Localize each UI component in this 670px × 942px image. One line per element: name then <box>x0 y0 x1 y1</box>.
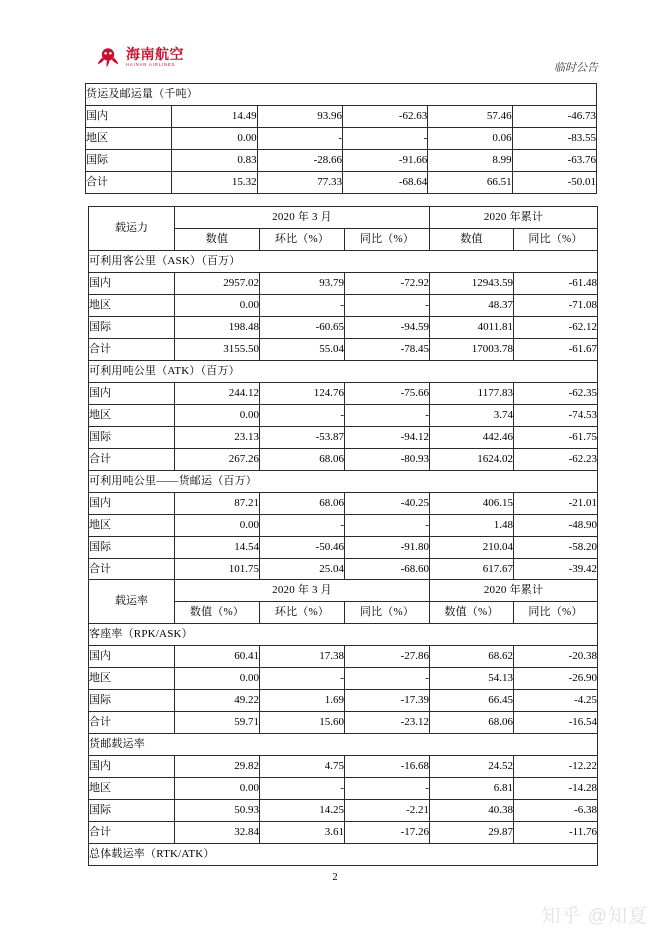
cell-value-3: 17003.78 <box>430 339 514 361</box>
section-title-row <box>89 844 598 866</box>
cell-value-4: -39.42 <box>514 559 598 581</box>
table-row <box>89 690 598 712</box>
cell-value-0: 101.75 <box>175 559 260 581</box>
header-stub-load-factor: 载运率 <box>89 580 175 624</box>
cell-value-3: 1.48 <box>430 515 514 537</box>
row-label: 地区 <box>86 128 172 150</box>
cell-value-3: 3.74 <box>430 405 514 427</box>
cell-value-0: 0.00 <box>172 128 257 150</box>
row-label: 国内 <box>89 646 175 668</box>
cell-value-4: -26.90 <box>514 668 598 690</box>
cell-value-4: -61.67 <box>514 339 598 361</box>
cell-value-1: 55.04 <box>260 339 345 361</box>
cell-value-3: 68.62 <box>430 646 514 668</box>
cell-value-0: 23.13 <box>175 427 260 449</box>
cell-value-2: -91.66 <box>342 150 427 172</box>
hainan-airlines-bird-logo <box>95 44 121 70</box>
cell-value-3: 617.67 <box>430 559 514 581</box>
page-number: 2 <box>332 872 338 883</box>
cell-value-3: 66.51 <box>428 172 512 194</box>
cell-value-3: 12943.59 <box>430 273 514 295</box>
table-row <box>89 339 598 361</box>
cell-value-1: 77.33 <box>257 172 342 194</box>
table-row <box>89 273 598 295</box>
cell-value-0: 2957.02 <box>175 273 260 295</box>
cell-value-3: 48.37 <box>430 295 514 317</box>
cell-value-4: -58.20 <box>514 537 598 559</box>
cell-value-2: - <box>345 668 430 690</box>
row-label: 合计 <box>89 449 175 471</box>
cell-value-1: -28.66 <box>257 150 342 172</box>
row-label: 国际 <box>89 317 175 339</box>
cell-value-1: 14.25 <box>260 800 345 822</box>
row-label: 国际 <box>89 537 175 559</box>
row-label: 合计 <box>86 172 172 194</box>
row-label: 合计 <box>89 822 175 844</box>
table-row <box>86 172 597 194</box>
row-label: 国际 <box>89 427 175 449</box>
table-row <box>89 668 598 690</box>
cell-value-1: -53.87 <box>260 427 345 449</box>
cell-value-4: -83.55 <box>512 128 596 150</box>
hainan-airlines-logo <box>95 44 184 70</box>
watermark: 知乎 @知夏 <box>541 906 648 927</box>
cell-value-2: -62.63 <box>342 106 427 128</box>
row-label: 国际 <box>89 800 175 822</box>
row-label: 国内 <box>89 493 175 515</box>
cell-value-0: 14.49 <box>172 106 257 128</box>
cell-value-0: 32.84 <box>175 822 260 844</box>
cell-value-4: -4.25 <box>514 690 598 712</box>
row-label: 地区 <box>89 778 175 800</box>
table-header-row-groups <box>89 207 598 229</box>
table-row <box>86 150 597 172</box>
column-header-3: 数值（%） <box>430 602 514 624</box>
cell-value-1: 25.04 <box>260 559 345 581</box>
cell-value-3: 1177.83 <box>430 383 514 405</box>
cell-value-3: 1624.02 <box>430 449 514 471</box>
cell-value-0: 267.26 <box>175 449 260 471</box>
cell-value-2: -75.66 <box>345 383 430 405</box>
cell-value-2: - <box>345 778 430 800</box>
cell-value-0: 3155.50 <box>175 339 260 361</box>
cell-value-0: 198.48 <box>175 317 260 339</box>
cell-value-1: - <box>260 515 345 537</box>
cell-value-3: 29.87 <box>430 822 514 844</box>
row-label: 国内 <box>89 273 175 295</box>
table-row <box>86 128 597 150</box>
cell-value-3: 442.46 <box>430 427 514 449</box>
cell-value-0: 0.00 <box>175 778 260 800</box>
cell-value-2: - <box>345 295 430 317</box>
table-row <box>89 559 598 581</box>
cell-value-4: -11.76 <box>514 822 598 844</box>
cell-value-2: -17.39 <box>345 690 430 712</box>
table-row <box>89 778 598 800</box>
cell-value-4: -50.01 <box>512 172 596 194</box>
cell-value-2: -17.26 <box>345 822 430 844</box>
row-label: 国内 <box>89 756 175 778</box>
section-title-row <box>89 251 598 273</box>
cell-value-3: 68.06 <box>430 712 514 734</box>
logo-text-en: HAINAN AIRLINES <box>126 61 176 67</box>
cell-value-4: -74.53 <box>514 405 598 427</box>
cell-value-3: 24.52 <box>430 756 514 778</box>
cell-value-4: -20.38 <box>514 646 598 668</box>
table-row <box>86 106 597 128</box>
cell-value-1: 124.76 <box>260 383 345 405</box>
cell-value-3: 8.99 <box>428 150 512 172</box>
cell-value-2: -68.64 <box>342 172 427 194</box>
cell-value-4: -48.90 <box>514 515 598 537</box>
cell-value-2: -68.60 <box>345 559 430 581</box>
column-header-0: 数值 <box>175 229 260 251</box>
table-header-row-groups <box>89 580 598 602</box>
cell-value-0: 87.21 <box>175 493 260 515</box>
section-title: 货运及邮运量（千吨） <box>86 84 597 106</box>
cell-value-2: -94.12 <box>345 427 430 449</box>
cell-value-2: -2.21 <box>345 800 430 822</box>
table-row <box>89 822 598 844</box>
table-capacity <box>88 206 598 581</box>
section-title: 客座率（RPK/ASK） <box>89 624 598 646</box>
table-cargo-and-mail-volume <box>85 83 597 194</box>
cell-value-0: 14.54 <box>175 537 260 559</box>
cell-value-2: -80.93 <box>345 449 430 471</box>
cell-value-2: -27.86 <box>345 646 430 668</box>
cell-value-3: 57.46 <box>428 106 512 128</box>
cell-value-1: - <box>260 405 345 427</box>
row-label: 合计 <box>89 559 175 581</box>
section-title-row <box>89 471 598 493</box>
table-row <box>89 712 598 734</box>
table-row <box>89 317 598 339</box>
cell-value-1: - <box>260 295 345 317</box>
section-title: 可利用吨公里——货邮运（百万） <box>89 471 598 493</box>
column-header-3: 数值 <box>430 229 514 251</box>
cell-value-1: -50.46 <box>260 537 345 559</box>
cell-value-4: -46.73 <box>512 106 596 128</box>
section-title: 可利用客公里（ASK）（百万） <box>89 251 598 273</box>
table-row <box>89 383 598 405</box>
table-row <box>89 449 598 471</box>
cell-value-0: 15.32 <box>172 172 257 194</box>
cell-value-3: 0.06 <box>428 128 512 150</box>
cell-value-4: -16.54 <box>514 712 598 734</box>
cell-value-1: - <box>260 778 345 800</box>
cell-value-1: 68.06 <box>260 493 345 515</box>
cell-value-4: -21.01 <box>514 493 598 515</box>
row-label: 地区 <box>89 515 175 537</box>
cell-value-2: - <box>345 515 430 537</box>
cell-value-2: -16.68 <box>345 756 430 778</box>
column-header-4: 同比（%） <box>514 602 598 624</box>
cell-value-3: 66.45 <box>430 690 514 712</box>
cell-value-1: - <box>257 128 342 150</box>
cell-value-3: 4011.81 <box>430 317 514 339</box>
header-group-month: 2020 年 3 月 <box>175 207 430 229</box>
column-header-1: 环比（%） <box>260 602 345 624</box>
header-group-ytd: 2020 年累计 <box>430 207 598 229</box>
cell-value-0: 49.22 <box>175 690 260 712</box>
cell-value-0: 50.93 <box>175 800 260 822</box>
row-label: 国内 <box>89 383 175 405</box>
table-row <box>89 295 598 317</box>
cell-value-4: -12.22 <box>514 756 598 778</box>
row-label: 地区 <box>89 405 175 427</box>
header-group-ytd: 2020 年累计 <box>430 580 598 602</box>
cell-value-0: 0.00 <box>175 515 260 537</box>
cell-value-0: 0.83 <box>172 150 257 172</box>
page-header <box>0 0 670 84</box>
cell-value-1: 15.60 <box>260 712 345 734</box>
cell-value-2: -78.45 <box>345 339 430 361</box>
cell-value-1: -60.65 <box>260 317 345 339</box>
section-title: 货邮载运率 <box>89 734 598 756</box>
cell-value-4: -63.76 <box>512 150 596 172</box>
cell-value-4: -62.12 <box>514 317 598 339</box>
cell-value-2: -94.59 <box>345 317 430 339</box>
column-header-0: 数值（%） <box>175 602 260 624</box>
cell-value-2: -23.12 <box>345 712 430 734</box>
cell-value-4: -14.28 <box>514 778 598 800</box>
cell-value-3: 40.38 <box>430 800 514 822</box>
row-label: 合计 <box>89 712 175 734</box>
cell-value-4: -62.23 <box>514 449 598 471</box>
row-label: 国际 <box>86 150 172 172</box>
cell-value-0: 244.12 <box>175 383 260 405</box>
section-title-row <box>86 84 597 106</box>
cell-value-2: - <box>345 405 430 427</box>
column-header-2: 同比（%） <box>345 602 430 624</box>
cell-value-0: 0.00 <box>175 295 260 317</box>
table-row <box>89 405 598 427</box>
row-label: 国内 <box>86 106 172 128</box>
section-title-row <box>89 624 598 646</box>
section-title-row <box>89 361 598 383</box>
row-label: 地区 <box>89 668 175 690</box>
section-title-row <box>89 734 598 756</box>
table-row <box>89 646 598 668</box>
table-row <box>89 427 598 449</box>
cell-value-2: - <box>342 128 427 150</box>
logo-text-cn: 海南航空 <box>126 45 184 62</box>
cell-value-1: 4.75 <box>260 756 345 778</box>
cell-value-4: -61.48 <box>514 273 598 295</box>
cell-value-1: 68.06 <box>260 449 345 471</box>
section-title: 可利用吨公里（ATK）（百万） <box>89 361 598 383</box>
cell-value-1: 93.96 <box>257 106 342 128</box>
header-group-month: 2020 年 3 月 <box>175 580 430 602</box>
cell-value-1: 3.61 <box>260 822 345 844</box>
cell-value-2: -72.92 <box>345 273 430 295</box>
cell-value-4: -61.75 <box>514 427 598 449</box>
cell-value-0: 0.00 <box>175 405 260 427</box>
row-label: 国际 <box>89 690 175 712</box>
table-row <box>89 493 598 515</box>
document-type-label: 临时公告 <box>554 62 598 74</box>
cell-value-3: 210.04 <box>430 537 514 559</box>
cell-value-0: 60.41 <box>175 646 260 668</box>
column-header-2: 同比（%） <box>345 229 430 251</box>
row-label: 地区 <box>89 295 175 317</box>
section-title: 总体载运率（RTK/ATK） <box>89 844 598 866</box>
table-load-factor <box>88 579 598 866</box>
header-stub-capacity: 载运力 <box>89 207 175 251</box>
cell-value-1: 17.38 <box>260 646 345 668</box>
cell-value-3: 406.15 <box>430 493 514 515</box>
column-header-1: 环比（%） <box>260 229 345 251</box>
cell-value-2: -40.25 <box>345 493 430 515</box>
cell-value-1: - <box>260 668 345 690</box>
cell-value-1: 1.69 <box>260 690 345 712</box>
cell-value-3: 6.81 <box>430 778 514 800</box>
column-header-4: 同比（%） <box>514 229 598 251</box>
table-row <box>89 515 598 537</box>
row-label: 合计 <box>89 339 175 361</box>
cell-value-3: 54.13 <box>430 668 514 690</box>
cell-value-4: -62.35 <box>514 383 598 405</box>
cell-value-1: 93.79 <box>260 273 345 295</box>
cell-value-0: 0.00 <box>175 668 260 690</box>
table-row <box>89 800 598 822</box>
table-row <box>89 756 598 778</box>
cell-value-2: -91.80 <box>345 537 430 559</box>
cell-value-4: -71.08 <box>514 295 598 317</box>
cell-value-4: -6.38 <box>514 800 598 822</box>
table-row <box>89 537 598 559</box>
cell-value-0: 59.71 <box>175 712 260 734</box>
cell-value-0: 29.82 <box>175 756 260 778</box>
